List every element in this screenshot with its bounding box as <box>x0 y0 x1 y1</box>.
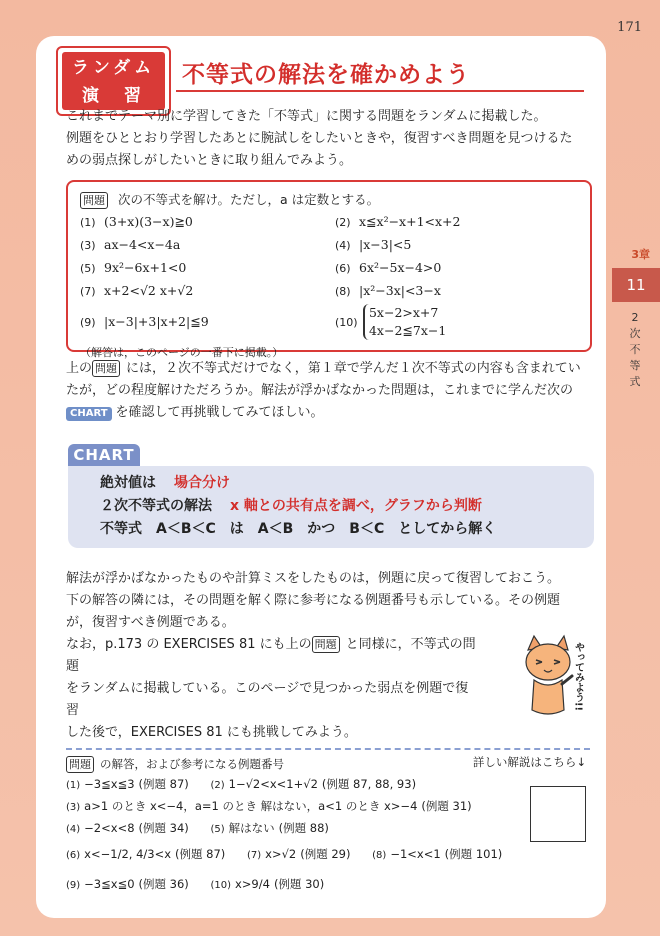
problem-item: (7) x+2<√2 x+√2 <box>80 283 194 298</box>
intro-line: 例題をひととおり学習したあとに腕試しをしたいときや，復習すべき問題を見つけるた <box>66 131 573 146</box>
badge-line2: 演 習 <box>82 86 145 106</box>
problem-label-inline: 問題 <box>66 756 94 773</box>
problem-item: (9) |x−3|+3|x+2|≦9 <box>80 314 209 329</box>
answer-row: (3) a>1 のとき x<−4，a=1 のとき 解はない，a<1 のとき x>−4 (例題 31) <box>66 799 472 813</box>
problem-label-inline: 問題 <box>92 360 120 377</box>
chart-line-3: 不等式 A＜B＜C は A＜B かつ B＜C としてから解く <box>100 521 497 537</box>
answer-row: (9) −3≦x≦0 (例題 36) (10) x>9/4 (例題 30) <box>66 877 325 891</box>
cat-speech-text: やってみよう!! <box>572 642 584 712</box>
problem-label: 問題 <box>80 192 108 209</box>
title-rule <box>176 90 584 92</box>
page-sheet <box>36 36 606 918</box>
page-number: 171 <box>617 20 642 35</box>
page-title: 不等式の解法を確かめよう <box>182 62 470 88</box>
problem-box <box>66 180 592 359</box>
problem-item: (8) |x²−3x|<3−x <box>335 283 441 298</box>
answers-divider <box>66 748 590 750</box>
review-paragraph: 解法が浮かばなかったものや計算ミスをしたものは，例題に戻って復習しておこう。 下の解答の隣には，その問題を解く際に参考になる例題番号も示している。その例題 が，復習すべき例題である。 なお，p.173 の EXERCISES 81 にも上の 問題 と同様に，不等式の問題 をランダムに掲載している。このページで見つかった弱点を例題で復習 した後で，EXERCISES 81 にも挑戦してみよう。 <box>66 571 561 740</box>
answer-row: (4) −2<x<8 (例題 34) (5) 解はない (例題 88) <box>66 821 329 835</box>
answers-heading: の解答，および参考になる例題番号 <box>100 757 284 771</box>
chart-label: CHART <box>68 444 140 466</box>
cat-mascot-illustration <box>516 632 596 722</box>
problem-item: (4) |x−3|<5 <box>335 237 412 252</box>
intro-line: めの弱点探しがしたいときに取り組んでみよう。 <box>66 153 353 168</box>
problem-item-system: (10) 5x−2>x+7 4x−2≦7x−1 <box>335 305 447 338</box>
problem-item: (6) 6x²−5x−4>0 <box>335 260 442 275</box>
problem-item: (2) x≦x²−x+1<x+2 <box>335 214 461 229</box>
answer-location-note: （解答は，このページの一番下に掲載。） <box>80 346 284 359</box>
side-chapter-label: 3章 <box>631 248 650 261</box>
side-section-tab[interactable]: 11 <box>612 268 660 302</box>
after-problem-paragraph: 上の 問題 には，２次不等式だけでなく，第１章で学んだ１次不等式の内容も含まれてい たが，どの程度解けただろうか。解法が浮かばなかった問題は，これまでに学んだ次の CHART を確認して再挑戦してみてほしい。 <box>66 361 581 420</box>
chart-box <box>68 466 594 548</box>
detailed-explanation-link[interactable]: 詳しい解説はこちら↓ <box>472 755 586 769</box>
problem-item: (1) (3+x)(3−x)≧0 <box>80 214 193 229</box>
intro-line: これまでテーマ別に学習してきた「不等式」に関する問題をランダムに掲載した。 <box>66 109 547 124</box>
intro-paragraph <box>66 106 586 172</box>
problem-instruction: 次の不等式を解け。ただし，a は定数とする。 <box>117 192 380 207</box>
problem-label-inline: 問題 <box>312 636 340 653</box>
problem-item: (5) 9x²−6x+1<0 <box>80 260 187 275</box>
chart-line-1: 絶対値は 場合分け <box>100 475 230 491</box>
chart-line-2: ２次不等式の解法 x 軸との共有点を調べ，グラフから判断 <box>100 498 482 514</box>
answer-row: (1) −3≦x≦3 (例題 87) (2) 1−√2<x<1+√2 (例題 87, 88, 93) <box>66 777 417 791</box>
problem-item: (3) ax−4<x−4a <box>80 237 181 252</box>
qr-code-placeholder[interactable] <box>530 786 586 842</box>
badge-line1: ランダム <box>71 58 156 78</box>
side-section-label: 2次不等式 <box>629 311 641 388</box>
chart-tag: CHART <box>66 407 112 421</box>
answer-row: (6) x<−1/2, 4/3<x (例題 87) (7) x>√2 (例題 29) (8) −1<x<1 (例題 101) <box>66 847 503 861</box>
answers-section <box>66 754 546 900</box>
